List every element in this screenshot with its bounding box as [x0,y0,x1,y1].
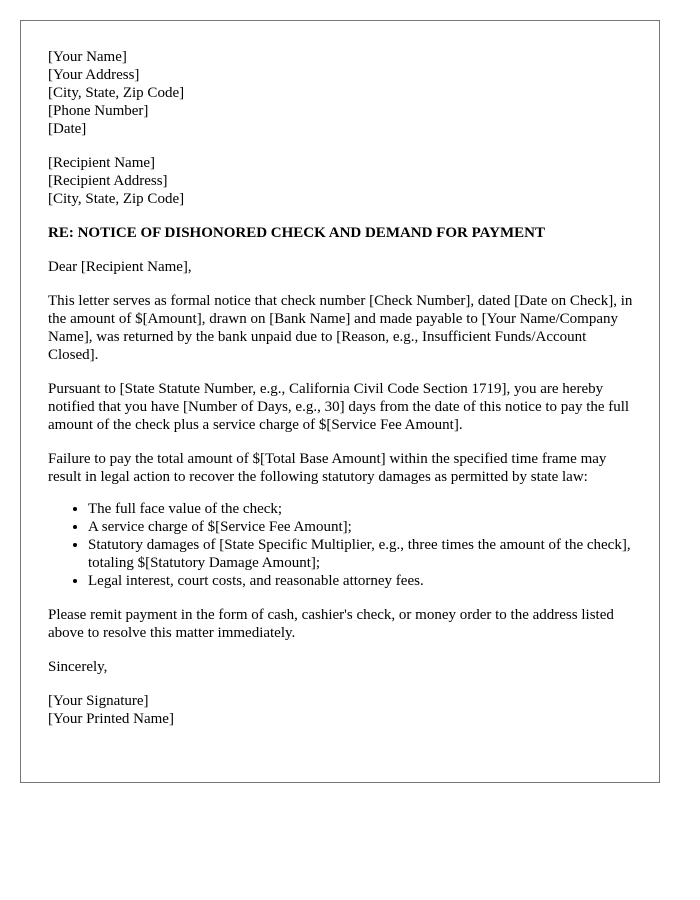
letter-body [48,48,640,744]
paragraph-remit: Please remit payment in the form of cash, cashier's check, or money order to the address listed above to resolve this matter immediately. [48,607,614,641]
paragraph-notice: This letter serves as formal notice that check number [Check Number], dated [Date on Check], in the amount of $[Amount], drawn on [Bank Name] and made payable to [Your Name/Company Name], was returned by the bank unpaid due to [Reason, e.g., Insufficient Funds/Account Closed]. [48,293,633,363]
list-item: • Statutory damages of [State Specific Multiplier, e.g., three times the amount of the check], totaling $[Statutory Damage Amount]; [88,536,640,572]
damages-list [48,500,640,590]
sender-address: [Your Address] [48,67,140,83]
sender-name: [Your Name] [48,49,127,65]
signature-line: [Your Signature] [48,693,149,709]
sender-phone: [Phone Number] [48,103,149,119]
list-item: • A service charge of $[Service Fee Amount]; [88,518,640,536]
subject-line: RE: NOTICE OF DISHONORED CHECK AND DEMAND FOR PAYMENT [48,225,545,241]
sender-block [48,48,640,138]
recipient-city-state-zip: [City, State, Zip Code] [48,191,185,207]
paragraph-failure: Failure to pay the total amount of $[Total Base Amount] within the specified time frame may result in legal action to recover the following statutory damages as permitted by state law: [48,451,607,485]
printed-name: [Your Printed Name] [48,711,174,727]
closing: Sincerely, [48,659,108,675]
recipient-name: [Recipient Name] [48,155,156,171]
letter-date: [Date] [48,121,87,137]
salutation: Dear [Recipient Name], [48,259,192,275]
list-item: • The full face value of the check; [88,500,640,518]
signature-block [48,692,640,728]
recipient-block [48,154,640,208]
recipient-address: [Recipient Address] [48,173,168,189]
list-item: • Legal interest, court costs, and reasonable attorney fees. [88,572,640,590]
sender-city-state-zip: [City, State, Zip Code] [48,85,185,101]
paragraph-statute: Pursuant to [State Statute Number, e.g., California Civil Code Section 1719], you are hereby notified that you have [Number of Days, e.g., 30] days from the date of this notice to pay the full amount of the check plus a service charge of $[Service Fee Amount]. [48,381,630,433]
